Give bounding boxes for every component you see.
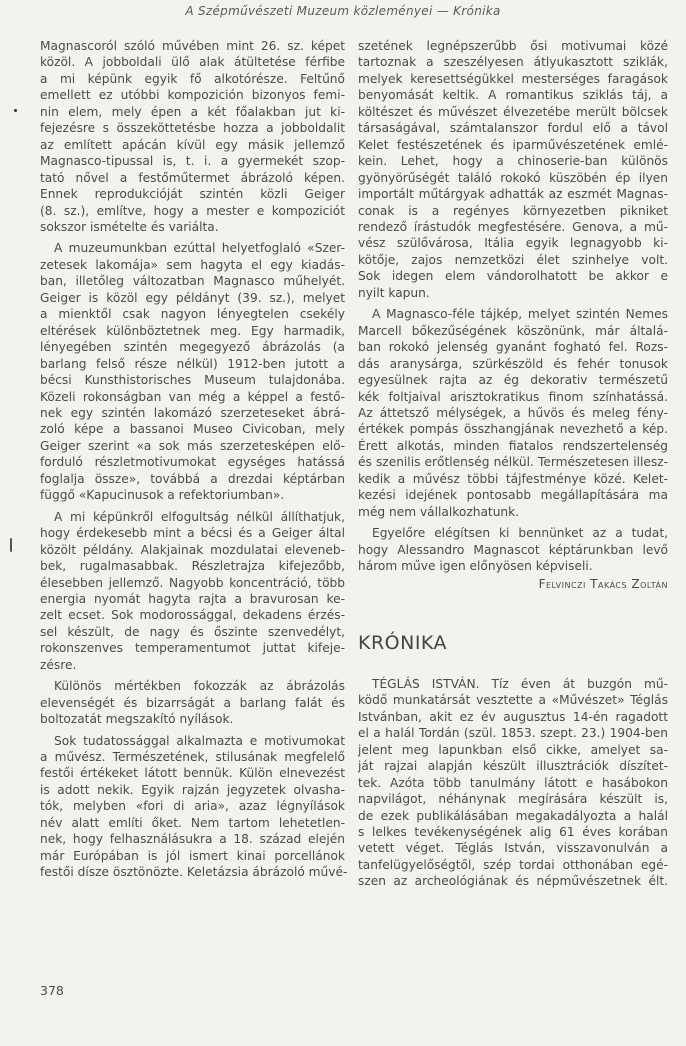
text-line: de ezek publikálásában megakadályozta a halál	[358, 808, 668, 823]
paragraph	[40, 240, 345, 503]
text-line: Istvánban, akit ez év augusztus 14-én ragadott	[358, 709, 668, 724]
right-column	[358, 38, 668, 890]
text-line: és szenilis erőtlenség nélkül. Természetesen illesz-	[358, 455, 668, 470]
text-line: hogy érdekesebb mint a bécsi és a Geiger által	[40, 526, 345, 541]
paragraph	[40, 678, 345, 727]
paragraph	[40, 509, 345, 674]
text-line: A Magnasco-féle tájkép, melyet szintén Nemes	[372, 307, 668, 322]
text-line: eltérések különböztetnek meg. Egy harmadik,	[40, 323, 345, 338]
text-line: Egyelőre elégítsen ki bennünket az a tudat,	[372, 526, 668, 541]
text-line: dás aranysárga, szürkészöld és fehér tonusok	[358, 356, 668, 371]
text-line: ködő munkatársát vesztette a «Művészet» Téglás	[358, 693, 668, 708]
text-line: festői dísze ösztönözte. Keletázsia ábrázoló művé-	[40, 865, 348, 880]
text-line: boltozatát megszakító nyílások.	[40, 712, 234, 727]
article-continuation	[358, 38, 668, 575]
text-line: az említett apácán kívül egy másik jellemző	[40, 137, 345, 152]
text-line: Geiger szerint «a sok más szerzetesképen elő-	[40, 438, 345, 453]
text-line: függő «Kapucinusok a refektoriumban».	[40, 488, 285, 503]
text-line: Különös mértékben fokozzák az ábrázolás	[54, 679, 345, 694]
text-line: vész szülővárosa, Itália egyik legnagyobb ki-	[358, 236, 668, 251]
text-line: lényegében szintén megegyező ábrázolás (a	[40, 340, 345, 355]
text-line: kék foltjaival arisztokratikus finom színhatássá.	[358, 389, 668, 404]
text-line: importált műtárgyak adhatták az eszmét Magnas-	[358, 187, 668, 202]
paragraph	[358, 676, 668, 890]
text-line: is adott nekik. Egyik rajzán jegyzetek olvasha-	[40, 782, 345, 797]
text-line: a mi képünk egyik fő alkotórésze. Feltűnő	[40, 71, 345, 86]
text-line: tartoznak a szeszélyesen átlyukasztott sziklák,	[358, 55, 668, 70]
text-line: még nem vállalkozhatunk.	[358, 504, 520, 519]
text-line: Ennek reprodukcióját szintén közli Geiger	[40, 187, 345, 202]
text-line: kein. Lehet, hogy a chinoserie-ban különös	[358, 154, 668, 169]
text-line: költészet és művészet élvezetébe merült bölcsek	[358, 104, 668, 119]
text-line: rokonszenves temperamentumot juttat kifeje-	[40, 641, 345, 656]
text-line: fejezésre s összeköttetésbe hozza a jobboldalit	[40, 121, 345, 136]
text-line: festői értékeket látott bennük. Külön elnevezést	[40, 766, 345, 781]
text-line: Kelet festészetének és iparművészetének emlé-	[358, 137, 668, 152]
print-speck	[14, 109, 17, 112]
text-line: nyilt kapun.	[358, 285, 430, 300]
text-line: sokszor ismételte és variálta.	[40, 219, 219, 234]
text-line: melyek keresettségükkel mesterséges faragások	[358, 71, 668, 86]
paragraph	[358, 525, 668, 574]
text-line: a mienktől csak nagyon lényegtelen csekély	[40, 307, 345, 322]
text-line: zetesek lakomája» sem hagyta el egy kiadás-	[40, 257, 345, 272]
text-line: nek, hogy felhasználásukra a 18. század elején	[40, 832, 345, 847]
text-line: kötője, zajos nemzetközi élet szinhelye volt.	[358, 252, 668, 267]
text-line: Sok tudatossággal alkalmazta e motivumokat	[54, 733, 345, 748]
text-line: tató nővel a festőműtermet ábrázoló képen.	[40, 170, 345, 185]
text-line: rendező írástudók megfestésére. Genova, a mű-	[358, 219, 668, 234]
text-line: már Európában is jól ismert kinai porcellánok	[40, 848, 345, 863]
paragraph	[358, 306, 668, 520]
text-line: szen az archeológiának és népművészetnek élt.	[358, 874, 668, 889]
text-line: Az áttetsző mélységek, a hűvös és meleg fény-	[358, 405, 668, 420]
text-line: vetett véget. Téglás István, visszavonulván a	[358, 841, 668, 856]
text-line: foglalja össze», továbbá a drezdai képtárban	[40, 471, 345, 486]
text-line: ban rokokó jelenség gyanánt fogható fel. Rozs-	[358, 340, 668, 355]
text-line: energia nyomát hagyta rajta a bravurosan ke-	[40, 591, 345, 606]
text-line: ban, illetőleg változatban Magnasco műhelyét.	[40, 274, 345, 289]
text-line: emellett ez utóbbi kompozición bizonyos femi-	[40, 88, 345, 103]
text-line: s lelkes tevékenységének alig 61 éves korában	[358, 825, 668, 840]
text-line: nek egy szintén lakomázó szerzeteseket ábrá-	[40, 405, 345, 420]
text-line: TÉGLÁS ISTVÁN. Tíz éven át buzgón mű-	[372, 676, 668, 691]
text-line: conak is a regényes környezetben pikniket	[358, 203, 668, 218]
text-line: forduló részletmotivumokat egységes hatássá	[40, 455, 345, 470]
text-line: társaságával, számtalanszor fordul elő a távol	[358, 121, 668, 136]
author-signature: Felvinczi Takács Zoltán	[538, 576, 668, 591]
text-line: három műve igen előnyösen képviseli.	[358, 559, 593, 574]
text-line: Magnascoról szóló művében mint 26. sz. képet	[40, 39, 345, 53]
paragraph	[358, 38, 668, 301]
text-line: élesebben jellemző. Nagyobb koncentráció, több	[40, 575, 345, 590]
text-line: egyesülnek rajta az ég dekorativ természetű	[358, 373, 668, 388]
text-line: tanfelügyelőségtől, szép tordai otthonában egé-	[358, 857, 668, 872]
text-line: bek, rugalmasabbak. Részletrajza kifejezőbb,	[40, 559, 345, 574]
text-line: Marcell bőkezűségének köszönünk, már általá-	[358, 323, 668, 338]
text-line: A muzeumunkban ezúttal helyetfoglaló «Szer-	[54, 241, 345, 256]
text-line: napvilágot, néhánynak megírására készült is,	[358, 792, 668, 807]
text-line: szetének legnépszerűbb ősi motivumai közé	[358, 39, 668, 53]
text-line: Magnasco-tipussal is, t. i. a gyermekét szop-	[40, 154, 345, 169]
text-line: közöl. A jobboldali ülő alak átültetése férfibe	[40, 55, 345, 70]
text-line: Közeli rokonságban van még a képpel a festő-	[40, 389, 345, 404]
text-line: tók, melyben «fori di aria», azaz légnyílások	[40, 799, 345, 814]
page-number: 378	[40, 983, 64, 998]
text-line: bécsi Kunsthistorisches Museum tulajdonába.	[40, 373, 345, 388]
text-line: A mi képünkről elfogultság nélkül állíthatjuk,	[54, 509, 345, 524]
print-speck	[10, 538, 12, 552]
text-line: Érett alkotás, minden fiatalos rendszertelenség	[358, 438, 668, 453]
text-line: ját rajzai alapján készült illusztrációk díszítet-	[358, 759, 668, 774]
text-line: elevenségét és bizarrságát a barlang falát és	[40, 695, 345, 710]
text-line: zoló képe a bassanoi Museo Civicoban, mely	[40, 422, 345, 437]
left-column	[40, 38, 348, 881]
section-title-kronika: KRÓNIKA	[358, 631, 448, 654]
text-line: benyomását keltik. A romantikus sziklás táj, a	[358, 88, 668, 103]
running-head: A Szépművészeti Muzeum közleményei — Krónika	[185, 4, 501, 18]
text-line: Sok idegen elem vándorolhatott be akkor e	[358, 269, 668, 284]
text-line: kedik a művész többi tájfestménye közé. Kelet-	[358, 471, 668, 486]
text-line: gyönyörűségét találó rokokó küszöbén ép ilyen	[358, 170, 668, 185]
chronicle-body	[358, 676, 668, 890]
text-line: jelent meg lapunkban első cikke, amelyet sa-	[358, 742, 668, 757]
text-line: tek. Azóta több tanulmány látott e hasábokon	[358, 775, 668, 790]
text-line: nin elem, mely épen a két főalakban jut ki-	[40, 104, 345, 119]
text-line: zésre.	[40, 657, 77, 672]
text-line: barlang felső része nélkül) 1912-ben jutott a	[40, 356, 345, 371]
text-line: hogy Alessandro Magnascot képtárunkban levő	[358, 542, 668, 557]
text-line: Geiger is közöl egy példányt (39. sz.), melyet	[40, 290, 345, 305]
paragraph	[40, 733, 348, 881]
text-line: értékek pompás összhangjának nevezhető a kép.	[358, 422, 668, 437]
text-line: közölt példány. Alakjainak mozdulatai eleveneb-	[40, 542, 345, 557]
text-line: a művész. Természetének, stilusának megfelelő	[40, 750, 345, 765]
text-line: név alatt említi őket. Nem tartom lehetetlen-	[40, 815, 345, 830]
text-line: zelt ecset. Sok modorossággal, dekadens érzés-	[40, 608, 345, 623]
text-line: (8. sz.), említve, hogy a mester e kompoziciót	[40, 203, 345, 218]
text-line: kezési idejének pontosabb megállapítására ma	[358, 488, 668, 503]
text-line: sel készült, de nagy és őszinte szenvedélyt,	[40, 624, 345, 639]
paragraph	[40, 38, 345, 235]
text-line: el a halál Tordán (szül. 1853. szept. 23.) 1904-ben	[358, 726, 668, 741]
